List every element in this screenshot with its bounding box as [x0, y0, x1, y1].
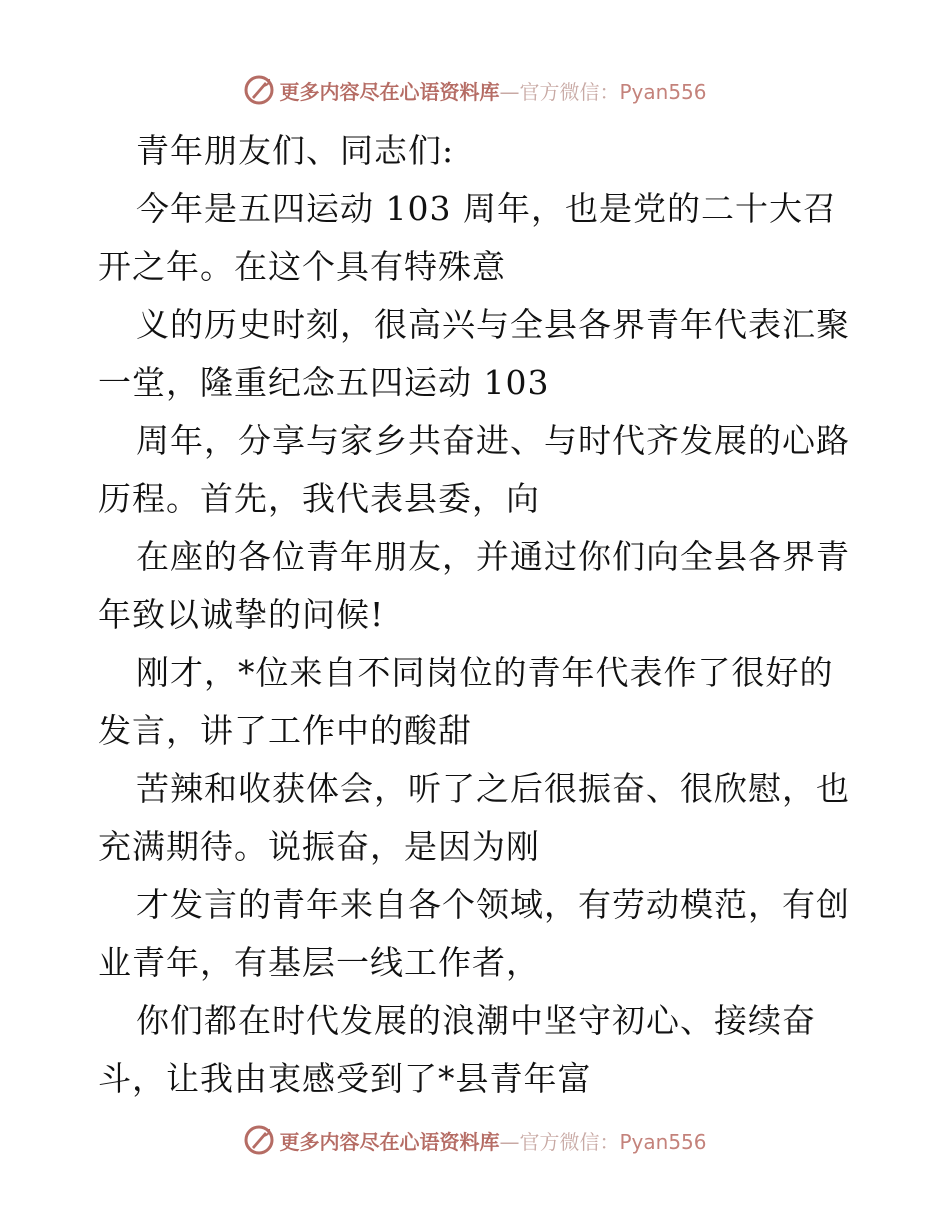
- watermark-dash: —: [499, 1129, 520, 1154]
- quill-logo-icon: [243, 1124, 275, 1156]
- paragraph-line: 年致以诚挚的问候!: [98, 595, 385, 634]
- paragraph-line: 苦辣和收获体会，听了之后很振奋、很欣慰，也: [136, 769, 850, 808]
- watermark-brand: 更多内容尽在心语资料库: [279, 1129, 500, 1154]
- paragraph-line: 才发言的青年来自各个领域，有劳动模范，有创: [136, 885, 850, 924]
- paragraph-line: 义的历史时刻，很高兴与全县各界青年代表汇聚: [136, 305, 850, 344]
- watermark-official: 官方微信：: [519, 1129, 620, 1154]
- watermark-text: [279, 1126, 706, 1155]
- paragraph-line: 青年朋友们、同志们:: [136, 131, 455, 170]
- paragraph-line: 周年，分享与家乡共奋进、与时代齐发展的心路: [136, 421, 850, 460]
- watermark-account: Pyan556: [619, 79, 707, 104]
- paragraph-line: 在座的各位青年朋友，并通过你们向全县各界青: [136, 537, 850, 576]
- paragraph-line: 斗，让我由衷感受到了*县青年富: [98, 1059, 592, 1098]
- watermark-brand: 更多内容尽在心语资料库: [279, 79, 500, 104]
- paragraph-line: 业青年，有基层一线工作者，: [98, 943, 540, 982]
- paragraph-line: 历程。首先，我代表县委，向: [98, 479, 540, 518]
- paragraph-line: 刚才，*位来自不同岗位的青年代表作了很好的: [136, 653, 834, 692]
- watermark-header: [0, 70, 950, 110]
- paragraph-line: 你们都在时代发展的浪潮中坚守初心、接续奋: [136, 1001, 816, 1040]
- paragraph-line: 一堂，隆重纪念五四运动 103: [98, 363, 550, 402]
- quill-logo-icon: [243, 74, 275, 106]
- paragraph-line: 发言，讲了工作中的酸甜: [98, 711, 472, 750]
- paragraph-line: 开之年。在这个具有特殊意: [98, 247, 506, 286]
- watermark-official: 官方微信：: [519, 79, 620, 104]
- watermark-dash: —: [499, 79, 520, 104]
- paragraph-line: 充满期待。说振奋，是因为刚: [98, 827, 540, 866]
- watermark-footer: [0, 1120, 950, 1160]
- watermark-text: [279, 76, 706, 105]
- watermark-account: Pyan556: [619, 1129, 707, 1154]
- paragraph-line: 今年是五四运动 103 周年，也是党的二十大召: [136, 189, 837, 228]
